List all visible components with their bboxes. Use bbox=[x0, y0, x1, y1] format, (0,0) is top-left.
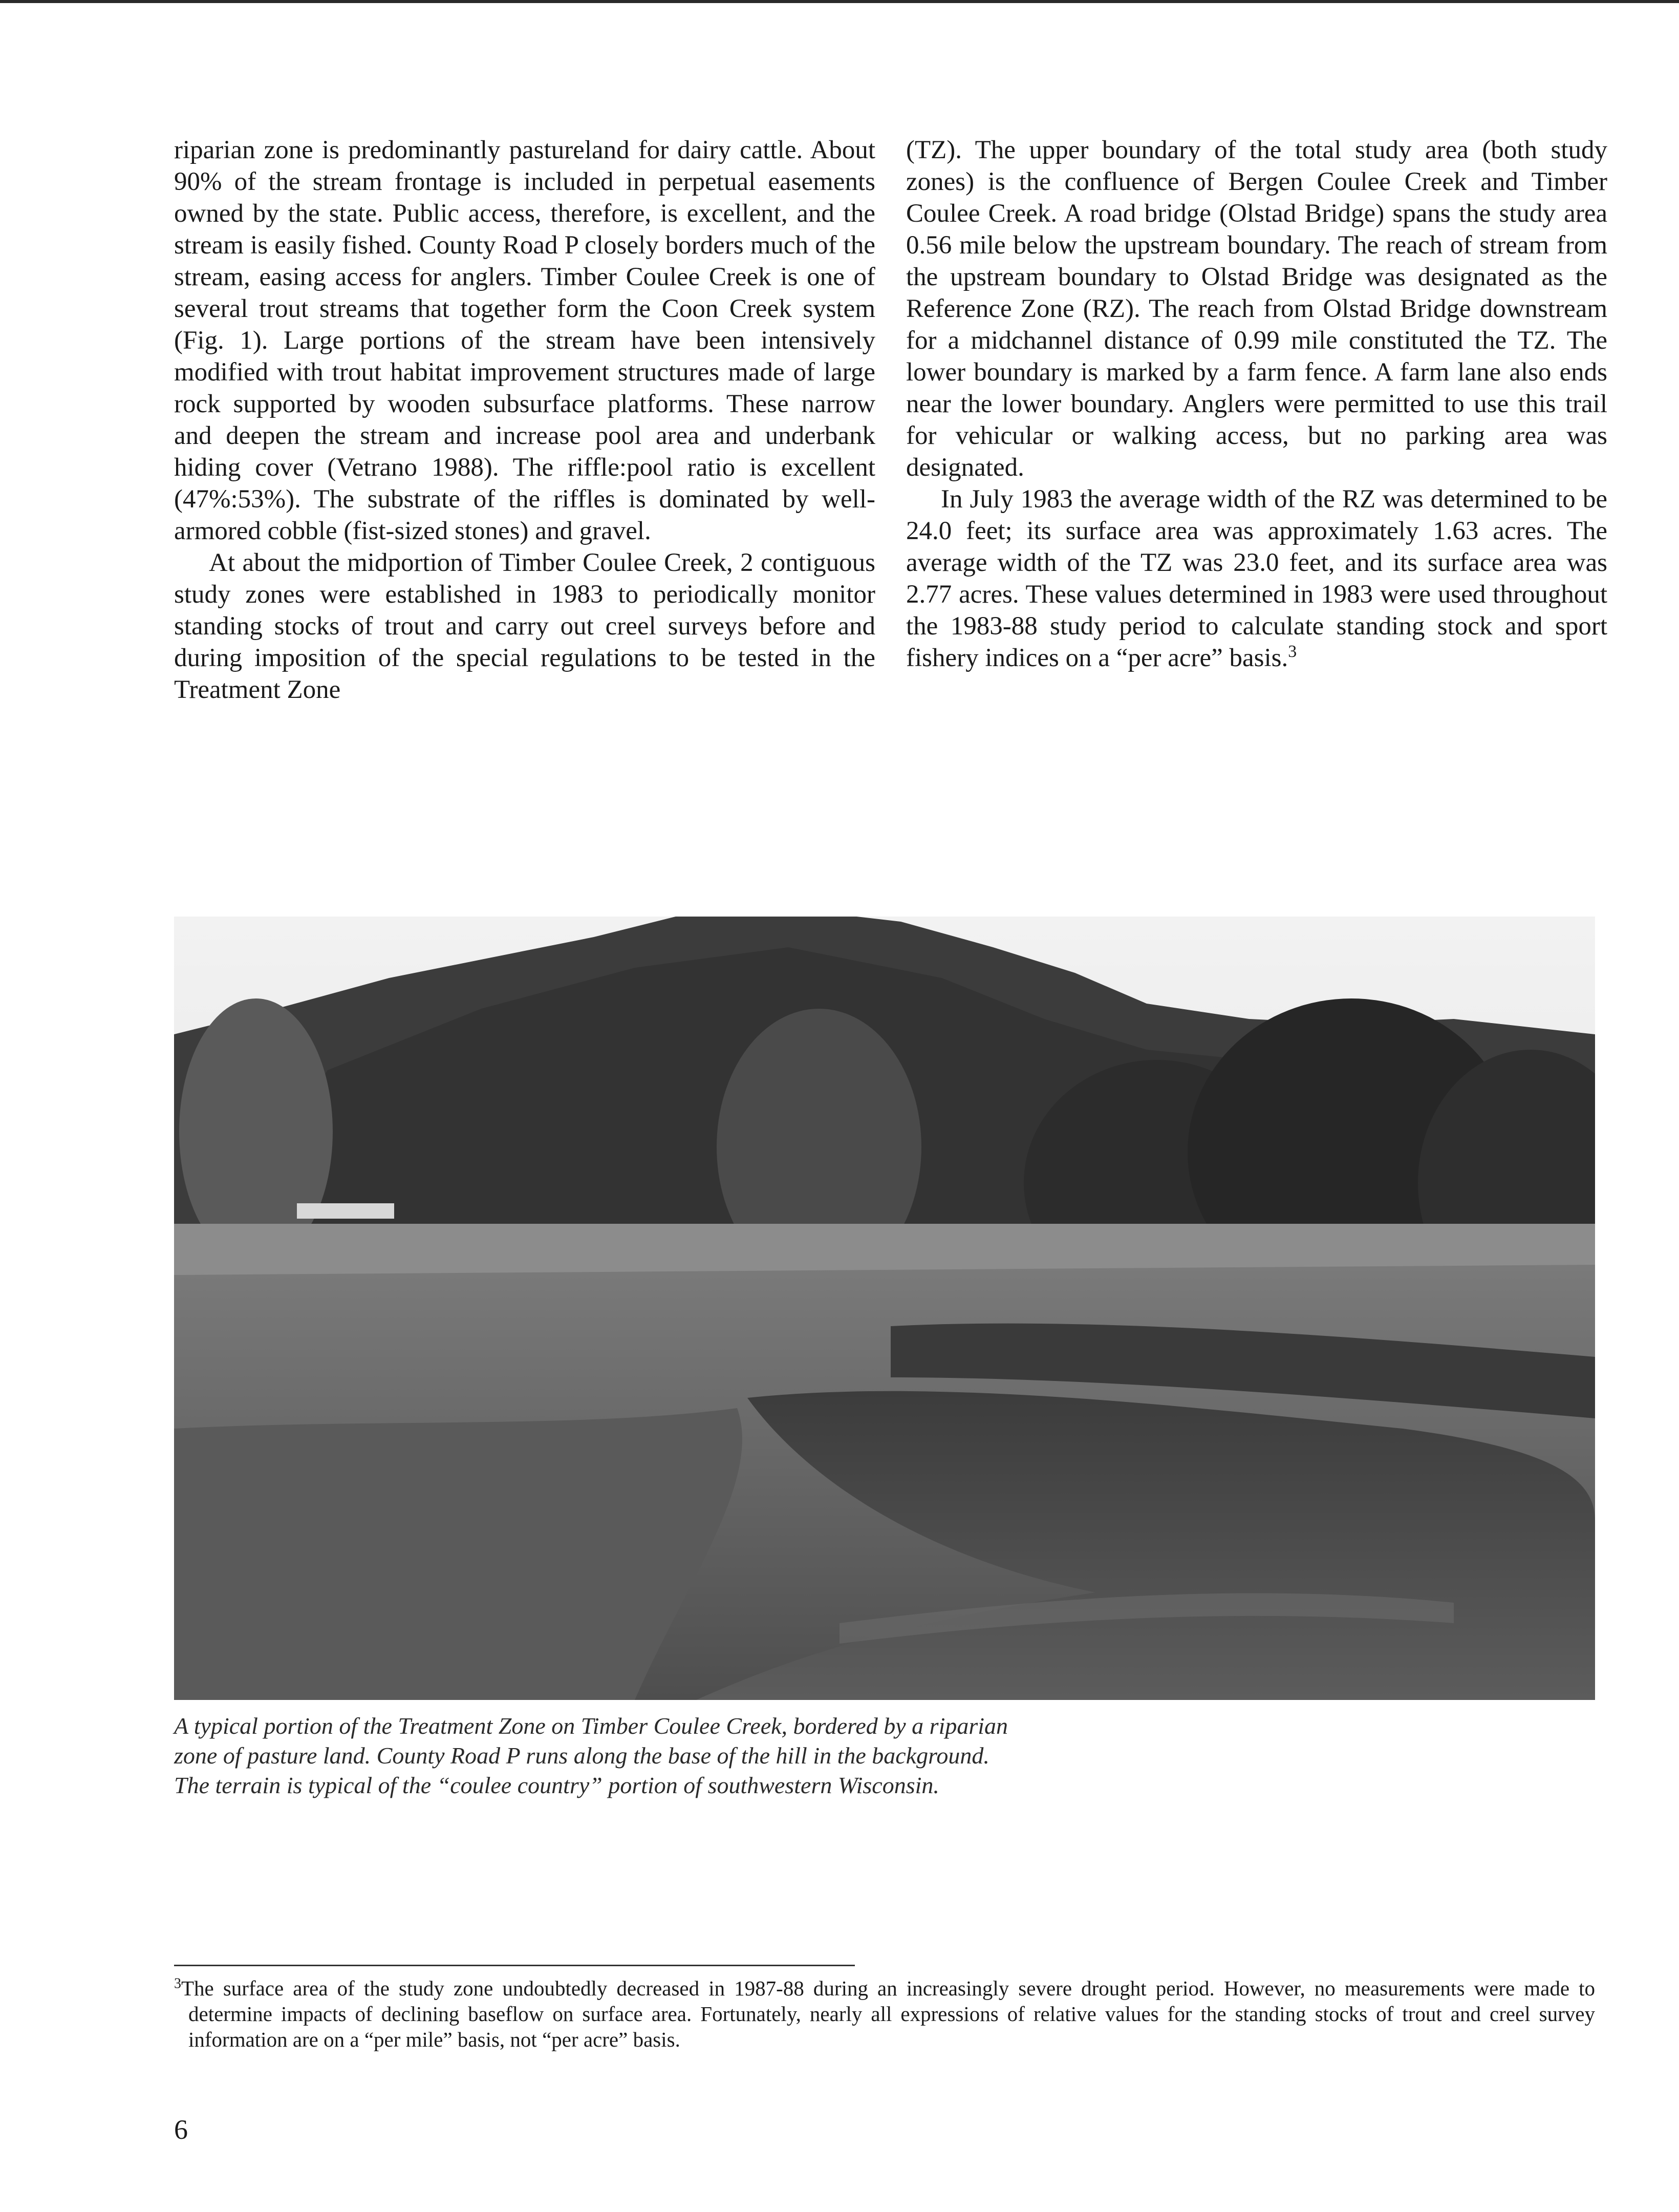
stream-photograph bbox=[174, 917, 1595, 1700]
right-paragraph-2-text: In July 1983 the average width of the RZ was determined to be 24.0 feet; its surface area was approximately 1.63 acres. The average width of the TZ was 23.0 feet, and its surface area was 2.77 acres. These values determined in 1983 were used throughout the 1983-88 study period to calculate standing stock and sport fishery indices on a “per acre” basis. bbox=[906, 485, 1607, 672]
photo-caption bbox=[174, 1711, 1198, 1800]
footnote-paragraph bbox=[174, 1975, 1595, 2052]
left-paragraph-1: riparian zone is predominantly pastureland for dairy cattle. About 90% of the stream frontage is included in perpetual easements owned by the state. Public access, therefore, is excellent, and the stream is easily fished. County Road P closely borders much of the stream, easing access for anglers. Timber Coulee Creek is one of several trout streams that together form the Coon Creek system (Fig. 1). Large portions of the stream have been intensively modified with trout habitat improvement structures made of large rock supported by wooden subsurface platforms. These narrow and deepen the stream and increase pool area and underbank hiding cover (Vetrano 1988). The riffle:pool ratio is excellent (47%:53%). The substrate of the riffles is dominated by well-armored cobble (fist-sized stones) and gravel. bbox=[174, 136, 875, 545]
caption-line-2: zone of pasture land. County Road P runs along the base of the hill in the background. bbox=[174, 1742, 989, 1769]
right-column bbox=[906, 134, 1607, 674]
footnote-text: The surface area of the study zone undoubtedly decreased in 1987-88 during an increasingly severe drought period. However, no measurements were made to determine impacts of declining baseflow on surface area. Fortunately, nearly all expressions of relative values for the standing stocks of trout and creel survey information are on a “per mile” basis, not “per acre” basis. bbox=[181, 1976, 1595, 2051]
footnote bbox=[174, 1975, 1595, 2052]
left-paragraph-2: At about the midportion of Timber Coulee Creek, 2 contiguous study zones were established in 1983 to periodically monitor standing stocks of trout and carry out creel surveys before and during imposition of the special regulations to be tested in the Treatment Zone bbox=[174, 548, 875, 704]
footnote-rule bbox=[174, 1965, 855, 1966]
caption-line-1: A typical portion of the Treatment Zone on Timber Coulee Creek, bordered by a riparian bbox=[174, 1713, 1008, 1739]
right-paragraph-2 bbox=[906, 483, 1607, 674]
page-number: 6 bbox=[174, 2114, 188, 2145]
left-column bbox=[174, 134, 875, 706]
footnote-marker: 3 bbox=[174, 1975, 181, 1992]
caption-line-3: The terrain is typical of the “coulee country” portion of southwestern Wisconsin. bbox=[174, 1772, 939, 1798]
photo-building bbox=[297, 1203, 394, 1219]
footnote-reference: 3 bbox=[1288, 642, 1297, 661]
top-border-rule bbox=[0, 0, 1679, 3]
right-paragraph-1: (TZ). The upper boundary of the total study area (both study zones) is the confluence of Bergen Coulee Creek and Timber Coulee Creek. A road bridge (Olstad Bridge) spans the study area 0.56 mile below the upstream boundary. The reach of stream from the upstream boundary to Olstad Bridge was designated as the Reference Zone (RZ). The reach from Olstad Bridge downstream for a midchannel distance of 0.99 mile constituted the TZ. The lower boundary is marked by a farm fence. A farm lane also ends near the lower boundary. Anglers were permitted to use this trail for vehicular or walking access, but no parking area was designated. bbox=[906, 136, 1607, 482]
